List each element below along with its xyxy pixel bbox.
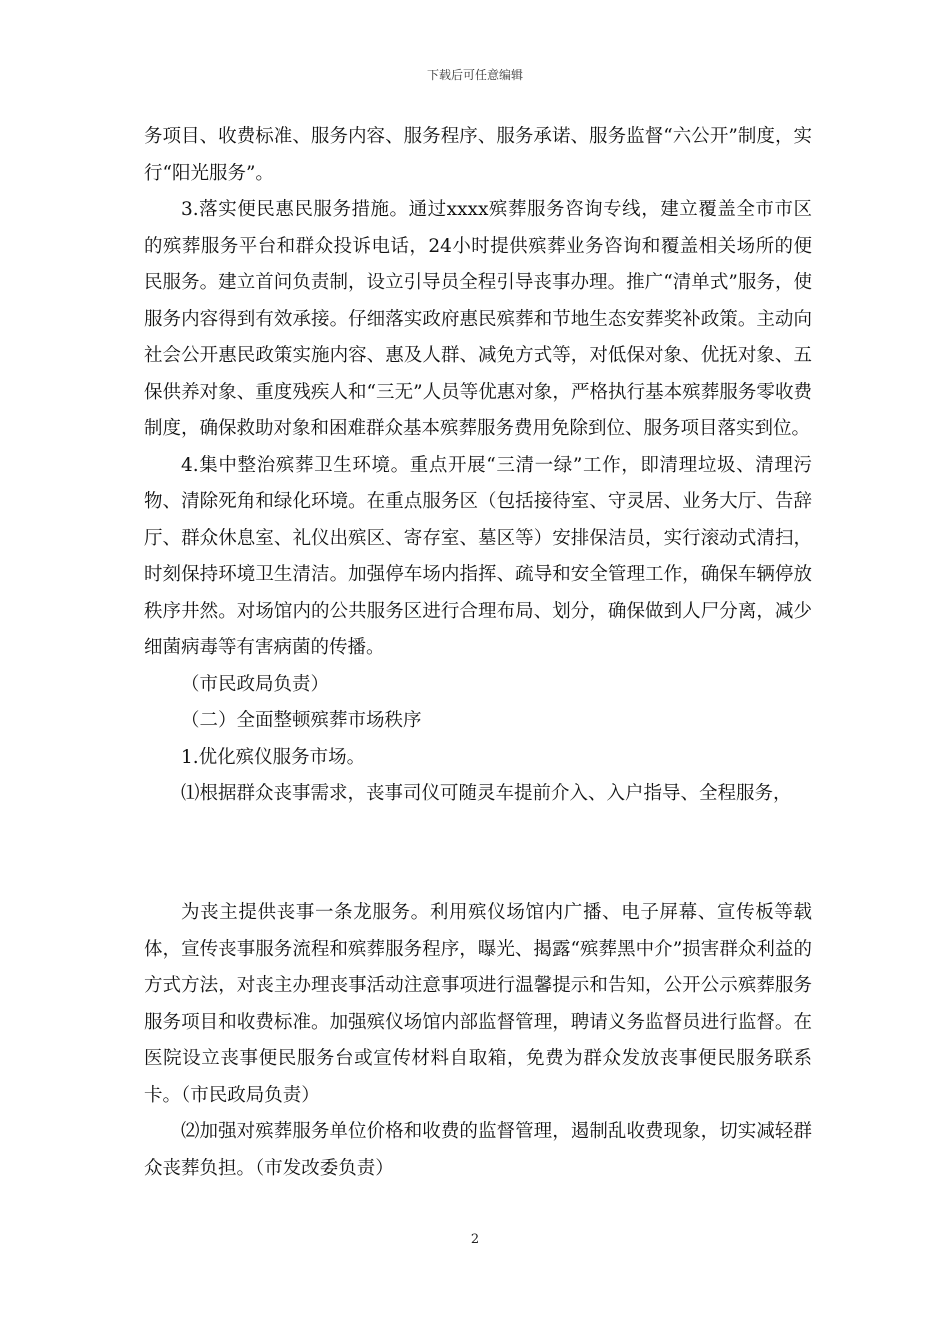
paragraph: 4.集中整治殡葬卫生环境。重点开展“三清一绿”工作，即清理垃圾、清理污物、清除死角和绿化环境。在重点服务区（包括接待室、守灵居、业务大厅、告辞厅、群众休息室、礼仪出殡区、寄存室、墓区等）安排保洁员，实行滚动式清扫，时刻保持环境卫生清洁。加强停车场内指挥、疏导和安全管理工作，确保车辆停放秩序井然。对场馆内的公共服务区进行合理布局、划分，确保做到人尸分离，减少细菌病毒等有害病菌的传播。	[144, 454, 812, 658]
subsection-heading: 1.优化殡仪服务市场。	[181, 746, 366, 768]
paragraph: 为丧主提供丧事一条龙服务。利用殡仪场馆内广播、电子屏幕、宣传板等载体，宣传丧事服务流程和殡葬服务程序，曝光、揭露“殡葬黑中介”损害群众利益的方式方法，对丧主办理丧事活动注意事项进行温馨提示和告知，公开公示殡葬服务服务项目和收费标准。加强殡仪场馆内部监督管理，聘请义务监督员进行监督。在医院设立丧事便民服务台或宣传材料自取箱，免费为群众发放丧事便民服务联系卡。（市民政局负责）	[144, 902, 812, 1106]
body-text-top	[144, 119, 812, 813]
paragraph: 3.落实便民惠民服务措施。通过xxxx殡葬服务咨询专线，建立覆盖全市市区的殡葬服务平台和群众投诉电话，24小时提供殡葬业务咨询和覆盖相关场所的便民服务。建立首问负责制，设立引导员全程引导丧事办理。推广“清单式”服务，使服务内容得到有效承接。仔细落实政府惠民殡葬和节地生态安葬奖补政策。主动向社会公开惠民政策实施内容、惠及人群、减免方式等，对低保对象、优抚对象、五保供养对象、重度残疾人和“三无”人员等优惠对象，严格执行基本殡葬服务零收费制度，确保救助对象和困难群众基本殡葬服务费用免除到位、服务项目落实到位。	[144, 199, 812, 439]
page-number: 2	[470, 1232, 480, 1247]
body-text-bottom	[144, 895, 812, 1187]
page-header: 下载后可任意编辑	[426, 68, 523, 82]
paragraph: （市民政局负责）	[181, 673, 330, 695]
section-heading: （二）全面整顿殡葬市场秩序	[181, 710, 422, 731]
paragraph: ⑵加强对殡葬服务单位价格和收费的监督管理，遏制乱收费现象，切实减轻群众丧葬负担。（市发改委负责）	[144, 1121, 812, 1179]
paragraph: ⑴根据群众丧事需求，丧事司仪可随灵车提前介入、入户指导、全程服务，	[181, 783, 792, 804]
paragraph: 务项目、收费标准、服务内容、服务程序、服务承诺、服务监督“六公开”制度，实行“阳光服务”。	[144, 126, 812, 184]
